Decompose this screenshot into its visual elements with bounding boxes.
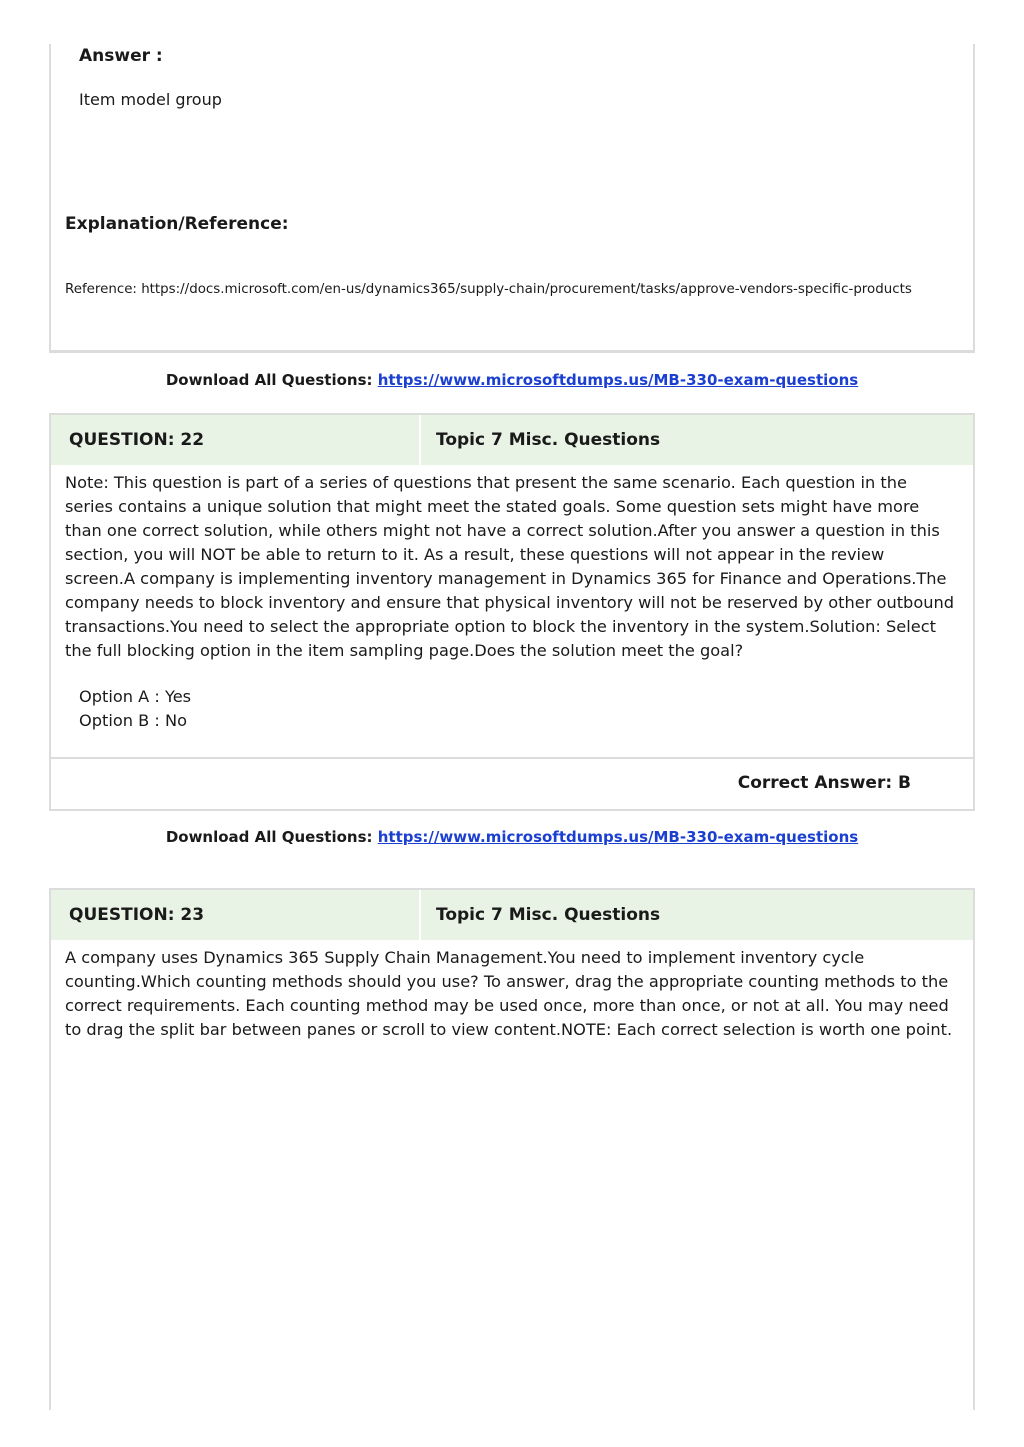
download-all-line bbox=[0, 828, 1024, 846]
question-text-line: section, you will NOT be able to return to it. As a result, these questions will not appear in the review bbox=[65, 545, 885, 564]
question-topic: Topic 7 Misc. Questions bbox=[436, 430, 661, 450]
header-divider bbox=[419, 415, 421, 465]
question-text-line: than one correct solution, while others might not have a correct solution.After you answer a question in this bbox=[65, 521, 940, 540]
download-label: Download All Questions: bbox=[165, 828, 373, 846]
question-text-line: transactions.You need to select the appropriate option to block the inventory in the system.Solution: Select bbox=[65, 617, 936, 636]
answer-label: Answer : bbox=[79, 46, 163, 66]
question-text-line: A company uses Dynamics 365 Supply Chain Management.You need to implement inventory cycle bbox=[65, 948, 865, 967]
download-all-line bbox=[0, 371, 1024, 389]
header-divider bbox=[419, 890, 421, 940]
options-list bbox=[79, 685, 191, 733]
download-label: Download All Questions: bbox=[165, 371, 373, 389]
question-text-line: the full blocking option in the item sampling page.Does the solution meet the goal? bbox=[65, 641, 744, 660]
correct-answer: Correct Answer: B bbox=[737, 773, 911, 793]
question-text-line: to drag the split bar between panes or scroll to view content.NOTE: Each correct selection is worth one point. bbox=[65, 1020, 953, 1039]
question-text-line: counting.Which counting methods should you use? To answer, drag the appropriate counting methods to the bbox=[65, 972, 949, 991]
question-number: QUESTION: 22 bbox=[69, 430, 205, 450]
option-a: Option A : Yes bbox=[79, 687, 192, 706]
question-text-line: correct requirements. Each counting method may be used once, more than once, or not at all. You may need bbox=[65, 996, 949, 1015]
question-topic: Topic 7 Misc. Questions bbox=[436, 905, 661, 925]
question-text-line: screen.A company is implementing inventory management in Dynamics 365 for Finance and Operations.The bbox=[65, 569, 947, 588]
download-link[interactable]: https://www.microsoftdumps.us/MB-330-exam-questions bbox=[377, 828, 859, 846]
explanation-label: Explanation/Reference: bbox=[65, 214, 289, 234]
question-text bbox=[65, 946, 960, 1042]
question-number: QUESTION: 23 bbox=[69, 905, 205, 925]
question-text-line: series contains a unique solution that might meet the stated goals. Some question sets might have more bbox=[65, 497, 920, 516]
reference-text: Reference: https://docs.microsoft.com/en-us/dynamics365/supply-chain/procurement/tasks/approve-vendors-specific-products bbox=[65, 282, 912, 297]
question-card-22 bbox=[49, 413, 975, 811]
question-header bbox=[51, 890, 973, 940]
question-card-23 bbox=[49, 888, 975, 1410]
question-text bbox=[65, 471, 960, 663]
answer-value: Item model group bbox=[79, 90, 222, 109]
question-text-line: company needs to block inventory and ensure that physical inventory will not be reserved by other outbound bbox=[65, 593, 955, 612]
previous-answer-section bbox=[49, 44, 975, 353]
download-link[interactable]: https://www.microsoftdumps.us/MB-330-exam-questions bbox=[377, 371, 859, 389]
question-header bbox=[51, 415, 973, 465]
correct-answer-row bbox=[51, 757, 973, 809]
option-b: Option B : No bbox=[79, 711, 188, 730]
question-text-line: Note: This question is part of a series of questions that present the same scenario. Each question in the bbox=[65, 473, 907, 492]
